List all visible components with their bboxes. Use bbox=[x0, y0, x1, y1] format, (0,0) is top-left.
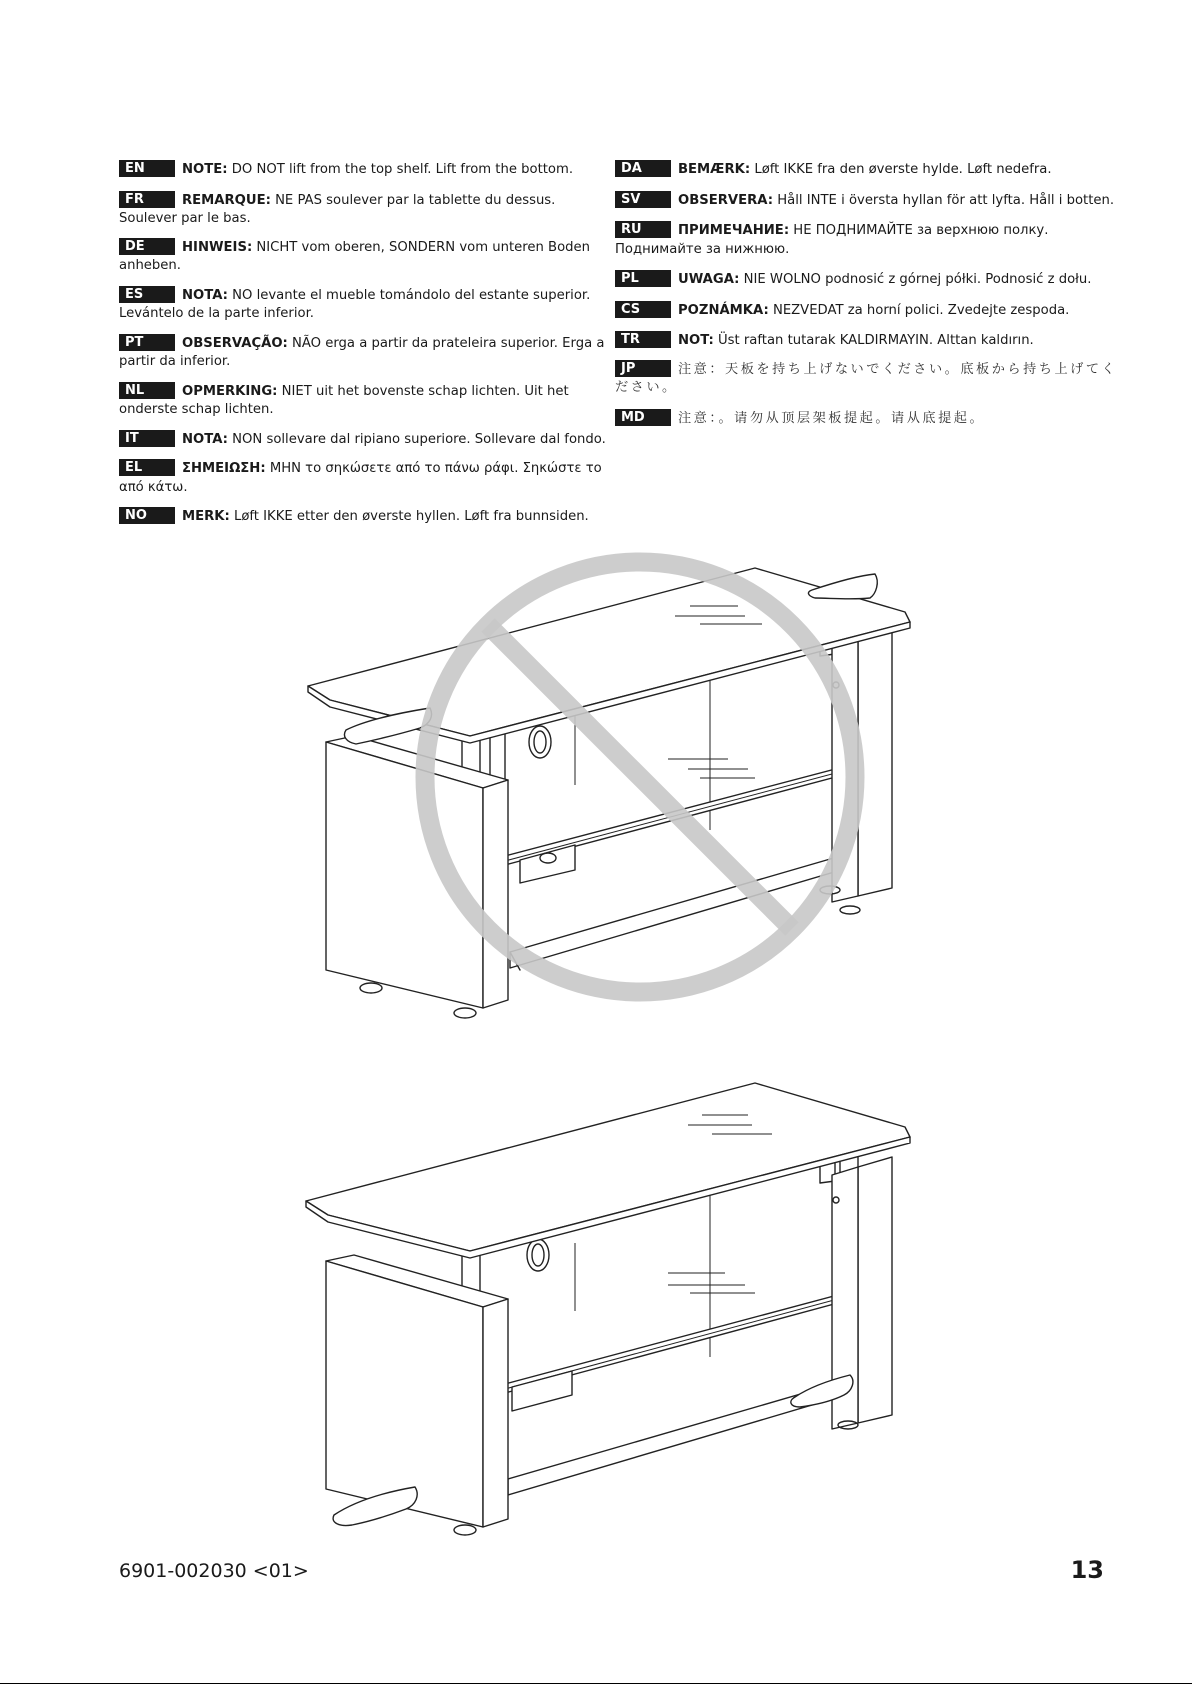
page-number: 13 bbox=[1070, 1556, 1104, 1584]
tv-stand-drawing bbox=[306, 1083, 910, 1535]
instructions-left-column bbox=[119, 160, 609, 527]
lang-badge-jp: JP bbox=[615, 360, 671, 377]
note-it: IT NOTA: NON sollevare dal ripiano superiore. Sollevare dal fondo. bbox=[119, 430, 609, 450]
lang-badge-nl: NL bbox=[119, 382, 175, 399]
note-el: EL ΣΗΜΕΙΩΣΗ: ΜΗΝ το σηκώσετε από το πάνω ράφι. Σηκώστε το από κάτω. bbox=[119, 460, 602, 495]
note-jp: JP 注意：天板を持ち上げないでください。底板から持ち上げてください。 bbox=[615, 360, 1118, 395]
lang-badge-it: IT bbox=[119, 430, 175, 447]
lang-badge-de: DE bbox=[119, 238, 175, 255]
instructions-right-column bbox=[615, 160, 1120, 428]
bottom-rule bbox=[0, 1683, 1192, 1684]
correct-lift-illustration bbox=[0, 1075, 1192, 1545]
lang-badge-en: EN bbox=[119, 160, 175, 177]
lang-badge-el: EL bbox=[119, 459, 175, 476]
lang-badge-es: ES bbox=[119, 286, 175, 303]
tv-stand-drawing bbox=[308, 568, 910, 1018]
lang-badge-cs: CS bbox=[615, 301, 671, 318]
document-code: 6901-002030 <01> bbox=[119, 1560, 309, 1582]
lang-badge-tr: TR bbox=[615, 331, 671, 348]
note-fr: FR REMARQUE: NE PAS soulever par la tablette du dessus. Soulever par le bas. bbox=[119, 191, 556, 226]
note-de: DE HINWEIS: NICHT vom oberen, SONDERN vom unteren Boden anheben. bbox=[119, 238, 590, 273]
note-no: NO MERK: Løft IKKE etter den øverste hyllen. Løft fra bunnsiden. bbox=[119, 507, 609, 527]
note-en: EN NOTE: DO NOT lift from the top shelf. Lift from the bottom. bbox=[119, 160, 609, 180]
lang-badge-da: DA bbox=[615, 160, 671, 177]
note-cs: CS POZNÁMKA: NEZVEDAT za horní polici. Zvedejte zespoda. bbox=[615, 301, 1120, 321]
lang-badge-no: NO bbox=[119, 507, 175, 524]
lang-badge-ru: RU bbox=[615, 221, 671, 238]
lang-badge-fr: FR bbox=[119, 191, 175, 208]
note-md: MD 注意：。请勿从顶层架板提起。请从底提起。 bbox=[615, 409, 1120, 429]
note-ru: RU ПРИМЕЧАНИЕ: НЕ ПОДНИМАЙТЕ за верхнюю полку. Поднимайте за нижнюю. bbox=[615, 222, 1049, 257]
lang-badge-pt: PT bbox=[119, 334, 175, 351]
note-es: ES NOTA: NO levante el mueble tomándolo del estante superior. Levántelo de la parte inferior. bbox=[119, 286, 591, 321]
incorrect-lift-illustration bbox=[0, 540, 1192, 1030]
lang-badge-sv: SV bbox=[615, 191, 671, 208]
note-da: DA BEMÆRK: Løft IKKE fra den øverste hylde. Løft nedefra. bbox=[615, 160, 1120, 180]
note-tr: TR NOT: Üst raftan tutarak KALDIRMAYIN. Alttan kaldırın. bbox=[615, 331, 1120, 351]
lang-badge-pl: PL bbox=[615, 270, 671, 287]
note-pl: PL UWAGA: NIE WOLNO podnosić z górnej półki. Podnosić z dołu. bbox=[615, 270, 1120, 290]
lang-badge-md: MD bbox=[615, 409, 671, 426]
note-nl: NL OPMERKING: NIET uit het bovenste schap lichten. Uit het onderste schap lichten. bbox=[119, 382, 569, 417]
note-sv: SV OBSERVERA: Håll INTE i översta hyllan för att lyfta. Håll i botten. bbox=[615, 191, 1120, 211]
note-pt: PT OBSERVAÇÃO: NÃO erga a partir da prateleira superior. Erga a partir da inferior. bbox=[119, 334, 605, 369]
